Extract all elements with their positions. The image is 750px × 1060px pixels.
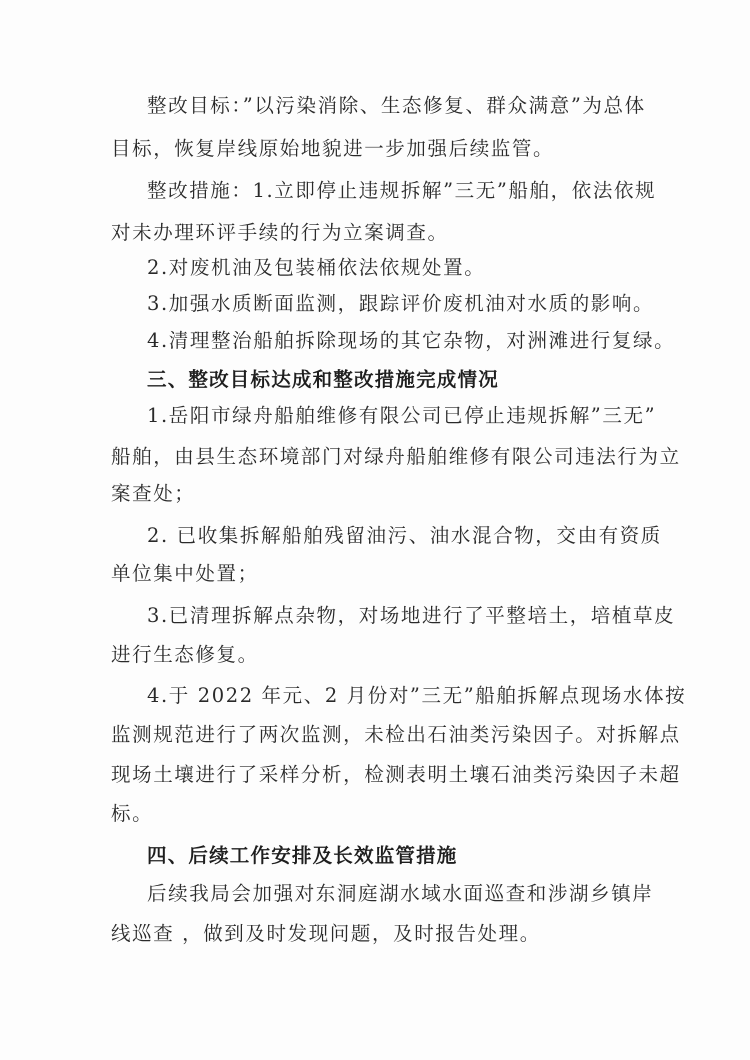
rectification-measures-line-2: 对未办理环评手续的行为立案调查。 (111, 221, 449, 244)
rectification-goal-line-2: 目标，恢复岸线原始地貌进一步加强后续监管。 (111, 137, 555, 160)
measure-item-2: 2.对废机油及包装桶依法依规处置。 (147, 256, 486, 279)
completion-item-4-line-3: 现场土壤进行了采样分析，检测表明土壤石油类污染因子未超 (111, 763, 681, 786)
completion-item-4-line-2: 监测规范进行了两次监测，未检出石油类污染因子。对拆解点 (111, 723, 681, 746)
measure-item-3: 3.加强水质断面监测，跟踪评价废机油对水质的影响。 (147, 292, 655, 315)
measure-item-4: 4.清理整治船舶拆除现场的其它杂物，对洲滩进行复绿。 (147, 329, 676, 352)
completion-item-2-line-1: 2. 已收集拆解船舶残留油污、油水混合物，交由有资质 (147, 524, 662, 547)
section-heading-3: 三、整改目标达成和整改措施完成情况 (147, 368, 499, 391)
completion-item-1-line-3: 案查处； (111, 482, 196, 505)
completion-item-2-line-2: 单位集中处置； (111, 562, 259, 585)
follow-up-line-2: 线巡查 ，做到及时发现问题，及时报告处理。 (111, 922, 541, 945)
rectification-measures-line-1: 整改措施：1.立即停止违规拆解”三无”船舶，依法依规 (147, 179, 657, 202)
follow-up-line-1: 后续我局会加强对东洞庭湖水域水面巡查和涉湖乡镇岸 (147, 882, 654, 905)
completion-item-1-line-1: 1.岳阳市绿舟船舶维修有限公司已停止违规拆解”三无” (147, 404, 657, 427)
completion-item-3-line-1: 3.已清理拆解点杂物，对场地进行了平整培土，培植草皮 (147, 604, 676, 627)
completion-item-4-line-1: 4.于 2022 年元、2 月份对”三无”船舶拆解点现场水体按 (147, 684, 687, 707)
completion-item-1-line-2: 船舶，由县生态环境部门对绿舟船舶维修有限公司违法行为立 (111, 445, 681, 468)
completion-item-3-line-2: 进行生态修复。 (111, 643, 259, 666)
completion-item-4-line-4: 标。 (111, 802, 154, 825)
section-heading-4: 四、后续工作安排及长效监管措施 (147, 844, 458, 867)
rectification-goal-line-1: 整改目标：”以污染消除、生态修复、群众满意”为总体 (147, 94, 646, 117)
